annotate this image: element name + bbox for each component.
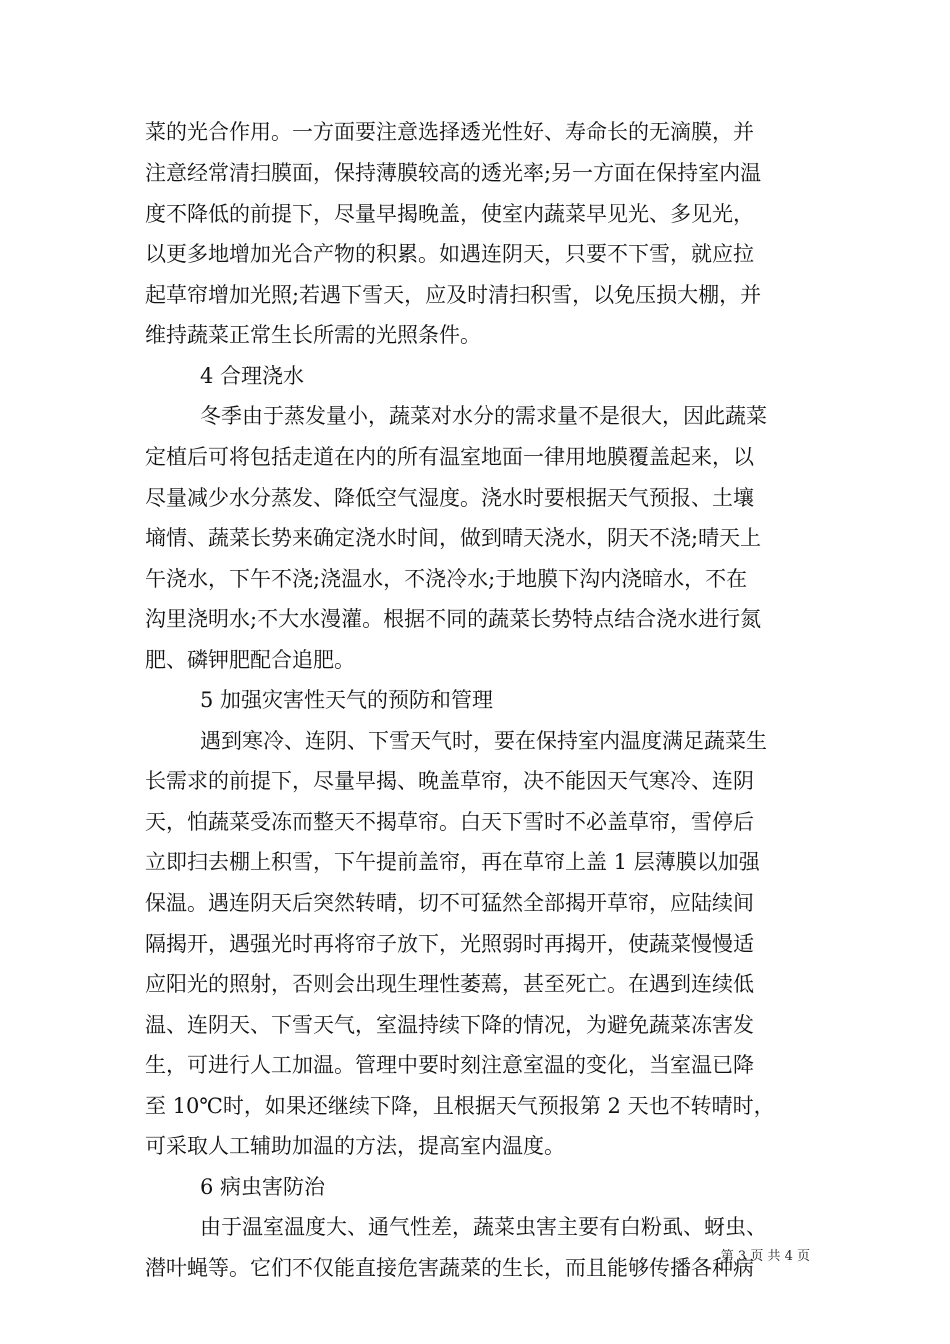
- text-line: 保温。遇连阴天后突然转晴，切不可猛然全部揭开草帘，应陆续间: [145, 891, 754, 915]
- text-line: 生，可进行人工加温。管理中要时刻注意室温的变化，当室温已降: [145, 1053, 754, 1077]
- text-line: 可采取人工辅助加温的方法，提高室内温度。: [145, 1134, 565, 1158]
- text-line: 尽量减少水分蒸发、降低空气湿度。浇水时要根据天气预报、土壤: [145, 486, 754, 510]
- text-line: 长需求的前提下，尽量早揭、晚盖草帘，决不能因天气寒冷、连阴: [145, 769, 754, 793]
- text-line: 午浇水，下午不浇;浇温水，不浇冷水;于地膜下沟内浇暗水，不在: [145, 567, 748, 591]
- text-line: 以更多地增加光合产物的积累。如遇连阴天，只要不下雪，就应拉: [145, 242, 754, 266]
- text-line: 由于温室温度大、通气性差，蔬菜虫害主要有白粉虱、蚜虫、: [200, 1215, 767, 1239]
- text-line: 起草帘增加光照;若遇下雪天，应及时清扫积雪，以免压损大棚，并: [145, 283, 762, 307]
- page-number-footer: 第 3 页 共 4 页: [720, 1249, 810, 1264]
- text-line: 肥、磷钾肥配合追肥。: [145, 648, 355, 672]
- text-line: 遇到寒冷、连阴、下雪天气时，要在保持室内温度满足蔬菜生: [200, 729, 767, 753]
- text-line: 定植后可将包括走道在内的所有温室地面一律用地膜覆盖起来，以: [145, 445, 754, 469]
- text-line: 沟里浇明水;不大水漫灌。根据不同的蔬菜长势特点结合浇水进行氮: [145, 607, 762, 631]
- text-line: 注意经常清扫膜面，保持薄膜较高的透光率;另一方面在保持室内温: [145, 161, 762, 185]
- text-line: 维持蔬菜正常生长所需的光照条件。: [145, 323, 481, 347]
- text-line: 冬季由于蒸发量小，蔬菜对水分的需求量不是很大，因此蔬菜: [200, 404, 767, 428]
- section-heading: 5 加强灾害性天气的预防和管理: [200, 688, 494, 712]
- text-line: 立即扫去棚上积雪，下午提前盖帘，再在草帘上盖 1 层薄膜以加强: [145, 850, 760, 874]
- text-line: 潜叶蝇等。它们不仅能直接危害蔬菜的生长，而且能够传播各种病: [145, 1256, 754, 1280]
- text-line: 度不降低的前提下，尽量早揭晚盖，使室内蔬菜早见光、多见光，: [145, 202, 754, 226]
- text-line: 菜的光合作用。一方面要注意选择透光性好、寿命长的无滴膜，并: [145, 120, 754, 144]
- text-line: 至 10℃时，如果还继续下降，且根据天气预报第 2 天也不转晴时，: [145, 1094, 775, 1118]
- section-heading: 6 病虫害防治: [200, 1175, 326, 1199]
- text-line: 隔揭开，遇强光时再将帘子放下，光照弱时再揭开，使蔬菜慢慢适: [145, 932, 754, 956]
- text-line: 天，怕蔬菜受冻而整天不揭草帘。白天下雪时不必盖草帘，雪停后: [145, 810, 754, 834]
- text-line: 温、连阴天、下雪天气，室温持续下降的情况，为避免蔬菜冻害发: [145, 1013, 754, 1037]
- section-heading: 4 合理浇水: [200, 364, 305, 388]
- text-line: 墒情、蔬菜长势来确定浇水时间，做到晴天浇水，阴天不浇;晴天上: [145, 526, 762, 550]
- text-line: 应阳光的照射，否则会出现生理性萎蔫，甚至死亡。在遇到连续低: [145, 972, 754, 996]
